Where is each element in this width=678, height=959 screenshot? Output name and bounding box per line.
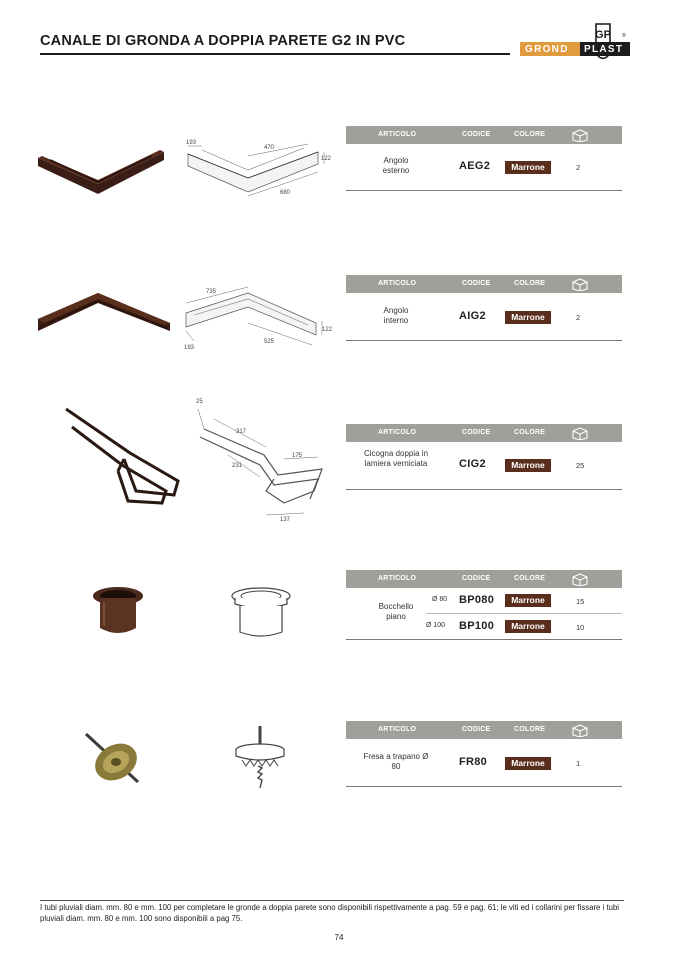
header-articolo: ARTICOLO <box>378 726 417 733</box>
colore-badge: Marrone <box>505 459 551 472</box>
dim-label: 175 <box>292 453 303 459</box>
header-articolo: ARTICOLO <box>378 131 417 138</box>
angolo-esterno-photo <box>36 146 168 198</box>
angolo-esterno-drawing <box>182 136 338 202</box>
dim-label: 525 <box>264 339 275 345</box>
product-table <box>346 721 622 787</box>
header-codice: CODICE <box>462 280 491 287</box>
dim-label: 231 <box>232 463 243 469</box>
table-row <box>346 588 622 640</box>
header-codice: CODICE <box>462 726 491 733</box>
dim-label: 122 <box>321 156 332 162</box>
fresa-photo <box>80 728 150 790</box>
box-icon <box>571 723 589 737</box>
colore-badge: Marrone <box>505 620 551 633</box>
box-icon <box>571 426 589 440</box>
grondplast-logo <box>520 21 630 63</box>
dim-label: 137 <box>280 517 291 523</box>
header-colore: COLORE <box>514 575 546 582</box>
header-codice: CODICE <box>462 429 491 436</box>
quantity-value: 15 <box>576 597 585 606</box>
articolo-label: Cicogna doppia in lamiera verniciata <box>363 449 429 468</box>
codice-value: BP100 <box>459 620 495 632</box>
table-header <box>346 126 622 144</box>
angolo-interno-drawing <box>182 283 338 353</box>
diameter-label: Ø 80 <box>432 596 448 603</box>
footnote-text: I tubi pluviali diam. mm. 80 e mm. 100 per completare le gronde a doppia parete sono disponibili rispettivamente a pag. 59 e pag. 61; le viti ed i collarini per fissare i tubi pluviali diam. mm. 80 e mm. 100 sono disponibili a pag 75. <box>40 903 620 923</box>
codice-value: FR80 <box>459 756 488 768</box>
dim-label: 470 <box>264 145 275 151</box>
quantity-value: 2 <box>576 163 581 172</box>
dim-label: 193 <box>184 345 195 351</box>
header-colore: COLORE <box>514 131 546 138</box>
dim-label: 680 <box>280 190 291 196</box>
logo-grond-text: GROND <box>520 42 580 56</box>
articolo-label: Angolo esterno <box>382 156 410 175</box>
bocchello-photo <box>90 584 146 640</box>
box-icon <box>571 277 589 291</box>
dim-label: 25 <box>196 399 203 405</box>
angolo-interno-photo <box>36 289 174 341</box>
header-articolo: ARTICOLO <box>378 280 417 287</box>
row-divider <box>426 613 622 614</box>
dim-label: 317 <box>236 429 247 435</box>
header-colore: COLORE <box>514 280 546 287</box>
table-row <box>346 442 622 490</box>
colore-badge: Marrone <box>505 757 551 770</box>
product-cicogna-doppia <box>0 395 678 525</box>
table-header <box>346 721 622 739</box>
product-table <box>346 424 622 490</box>
product-fresa-trapano <box>0 720 678 800</box>
colore-badge: Marrone <box>505 594 551 607</box>
quantity-value: 2 <box>576 313 581 322</box>
colore-badge: Marrone <box>505 311 551 324</box>
box-icon <box>571 128 589 142</box>
product-angolo-esterno <box>0 126 678 216</box>
page-number: 74 <box>334 933 344 942</box>
articolo-label: Fresa a trapano Ø 80 <box>363 752 429 771</box>
table-header <box>346 570 622 588</box>
header-codice: CODICE <box>462 131 491 138</box>
fresa-drawing <box>232 724 288 794</box>
articolo-label: Bocchello piano <box>378 602 414 621</box>
product-table <box>346 126 622 191</box>
quantity-value: 10 <box>576 623 585 632</box>
cicogna-drawing <box>194 395 334 523</box>
product-table <box>346 275 622 341</box>
codice-value: BP080 <box>459 594 495 606</box>
logo-registered-mark: ® <box>622 33 626 39</box>
table-header <box>346 275 622 293</box>
articolo-label: Angolo interno <box>383 306 409 325</box>
title-divider <box>40 53 510 55</box>
logo-plast-text: PLAST <box>580 42 630 56</box>
header-colore: COLORE <box>514 429 546 436</box>
page-title: CANALE DI GRONDA A DOPPIA PARETE G2 IN PVC <box>40 33 406 49</box>
colore-badge: Marrone <box>505 161 551 174</box>
header-articolo: ARTICOLO <box>378 575 417 582</box>
table-header <box>346 424 622 442</box>
product-bocchello-piano <box>0 570 678 645</box>
table-row <box>346 739 622 787</box>
bocchello-drawing <box>228 586 294 642</box>
product-angolo-interno <box>0 275 678 365</box>
quantity-value: 25 <box>576 461 585 470</box>
dim-label: 735 <box>206 289 217 295</box>
dim-label: 193 <box>186 140 197 146</box>
codice-value: AEG2 <box>459 160 491 172</box>
codice-value: AIG2 <box>459 310 486 322</box>
box-icon <box>571 572 589 586</box>
quantity-value: 1 <box>576 759 581 768</box>
table-row <box>346 144 622 191</box>
product-table <box>346 570 622 640</box>
logo-mark-text: GP <box>595 29 611 41</box>
header-articolo: ARTICOLO <box>378 429 417 436</box>
header-codice: CODICE <box>462 575 491 582</box>
header-colore: COLORE <box>514 726 546 733</box>
footnote-divider <box>40 900 624 901</box>
dim-label: 122 <box>322 327 333 333</box>
codice-value: CIG2 <box>459 458 486 470</box>
table-row <box>346 293 622 341</box>
cicogna-photo <box>62 407 184 511</box>
diameter-label: Ø 100 <box>426 622 446 629</box>
